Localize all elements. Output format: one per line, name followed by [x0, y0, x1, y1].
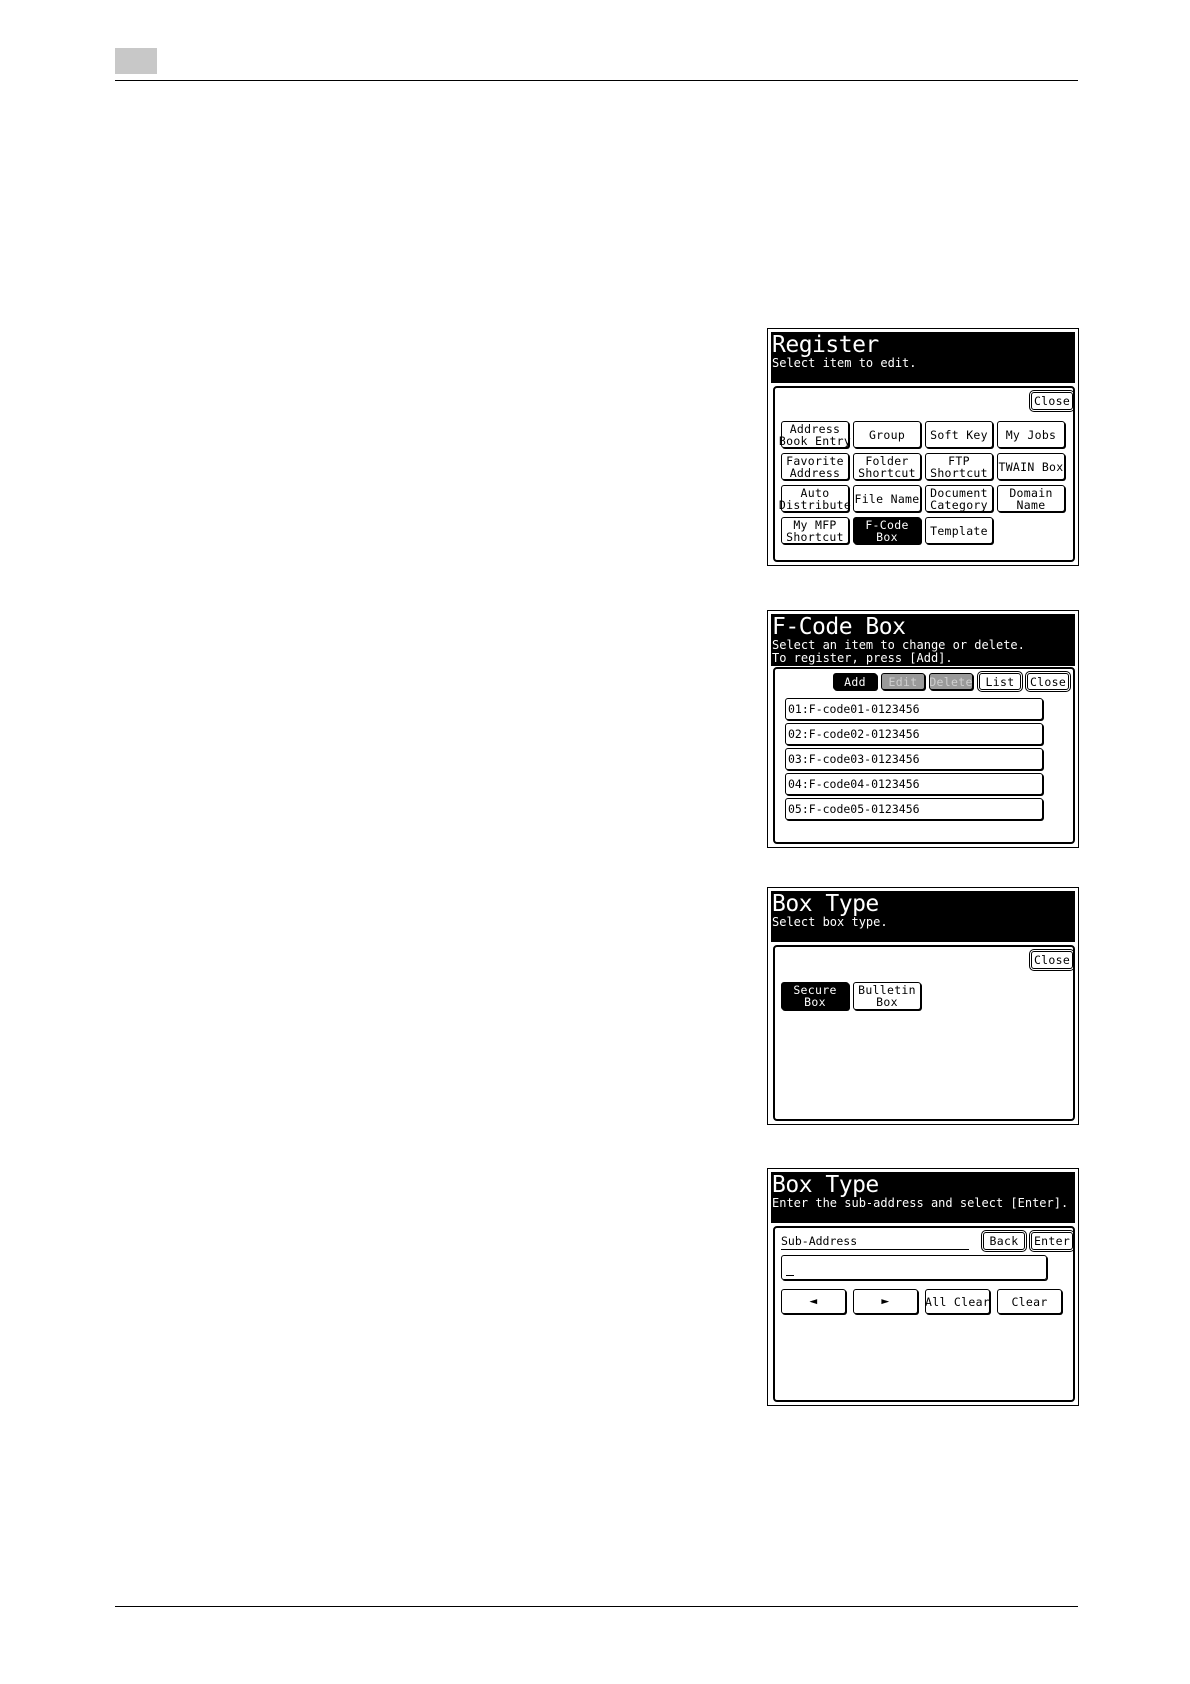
sub-address-panel — [773, 1226, 1075, 1402]
footer-rule — [115, 1606, 1078, 1607]
clear-button[interactable]: Clear — [997, 1289, 1062, 1314]
bulletin-box-button[interactable]: Bulletin Box — [853, 982, 921, 1010]
screen-subtitle: Select box type. — [772, 915, 888, 929]
fcode-list-item[interactable]: 01:F-code01-0123456 — [785, 698, 1043, 720]
screen-subtitle: Select an item to change or delete. To register, press [Add]. — [772, 638, 1025, 665]
screen-subtitle: Select item to edit. — [772, 356, 917, 370]
screen-title: Box Type — [772, 1172, 879, 1198]
file-name-button[interactable]: File Name — [853, 485, 921, 512]
sub-address-screen — [767, 1168, 1079, 1406]
domain-name-button[interactable]: Domain Name — [997, 485, 1065, 512]
cursor-right-button[interactable]: ► — [853, 1289, 918, 1314]
register-panel — [773, 386, 1075, 562]
header-tab — [115, 48, 157, 74]
auto-distribute-button[interactable]: Auto Distribute — [778, 485, 852, 512]
close-button[interactable]: Close — [1027, 673, 1069, 690]
screen-title: F-Code Box — [772, 614, 906, 640]
back-button[interactable]: Back — [983, 1232, 1025, 1250]
document-category-button[interactable]: Document Category — [925, 485, 993, 512]
f-code-box-button[interactable]: F-Code Box — [853, 517, 921, 544]
title-bar — [771, 1172, 1075, 1223]
soft-key-button[interactable]: Soft Key — [925, 421, 993, 448]
sub-address-input[interactable] — [781, 1255, 1047, 1280]
register-screen — [767, 328, 1079, 566]
fcode-panel — [773, 667, 1075, 844]
title-bar — [771, 332, 1075, 383]
screen-title: Box Type — [772, 891, 879, 917]
fcode-list-item[interactable]: 03:F-code03-0123456 — [785, 748, 1043, 770]
screen-title: Register — [772, 332, 879, 358]
edit-button[interactable]: Edit — [881, 673, 925, 690]
address-book-entry-button[interactable]: Address Book Entry — [778, 421, 852, 448]
title-bar — [771, 614, 1075, 666]
delete-button[interactable]: Delete — [929, 674, 973, 689]
header-rule — [115, 80, 1078, 81]
box-type-panel — [773, 945, 1075, 1121]
my-jobs-button[interactable]: My Jobs — [997, 421, 1065, 448]
twain-box-button[interactable]: TWAIN Box — [997, 453, 1065, 480]
fcode-list-item[interactable]: 02:F-code02-0123456 — [785, 723, 1043, 745]
fcode-list-item[interactable]: 05:F-code05-0123456 — [785, 798, 1043, 820]
group-button[interactable]: Group — [853, 421, 921, 448]
text-cursor — [786, 1275, 794, 1276]
title-bar — [771, 891, 1075, 942]
folder-shortcut-button[interactable]: Folder Shortcut — [853, 453, 921, 480]
fcode-list-item[interactable]: 04:F-code04-0123456 — [785, 773, 1043, 795]
fcode-box-screen — [767, 610, 1079, 848]
favorite-address-button[interactable]: Favorite Address — [781, 453, 849, 480]
all-clear-button[interactable]: All Clear — [925, 1289, 990, 1314]
sub-address-label: Sub-Address — [781, 1233, 969, 1250]
add-button[interactable]: Add — [833, 673, 877, 690]
box-type-screen — [767, 887, 1079, 1125]
list-button[interactable]: List — [979, 673, 1021, 690]
secure-box-button[interactable]: Secure Box — [781, 982, 849, 1010]
close-button[interactable]: Close — [1031, 951, 1073, 969]
close-button[interactable]: Close — [1031, 392, 1073, 410]
ftp-shortcut-button[interactable]: FTP Shortcut — [925, 453, 993, 480]
screen-subtitle: Enter the sub-address and select [Enter]. — [772, 1196, 1069, 1210]
template-button[interactable]: Template — [925, 517, 993, 544]
my-mfp-shortcut-button[interactable]: My MFP Shortcut — [781, 517, 849, 544]
enter-button[interactable]: Enter — [1031, 1232, 1073, 1250]
cursor-left-button[interactable]: ◄ — [781, 1289, 846, 1314]
